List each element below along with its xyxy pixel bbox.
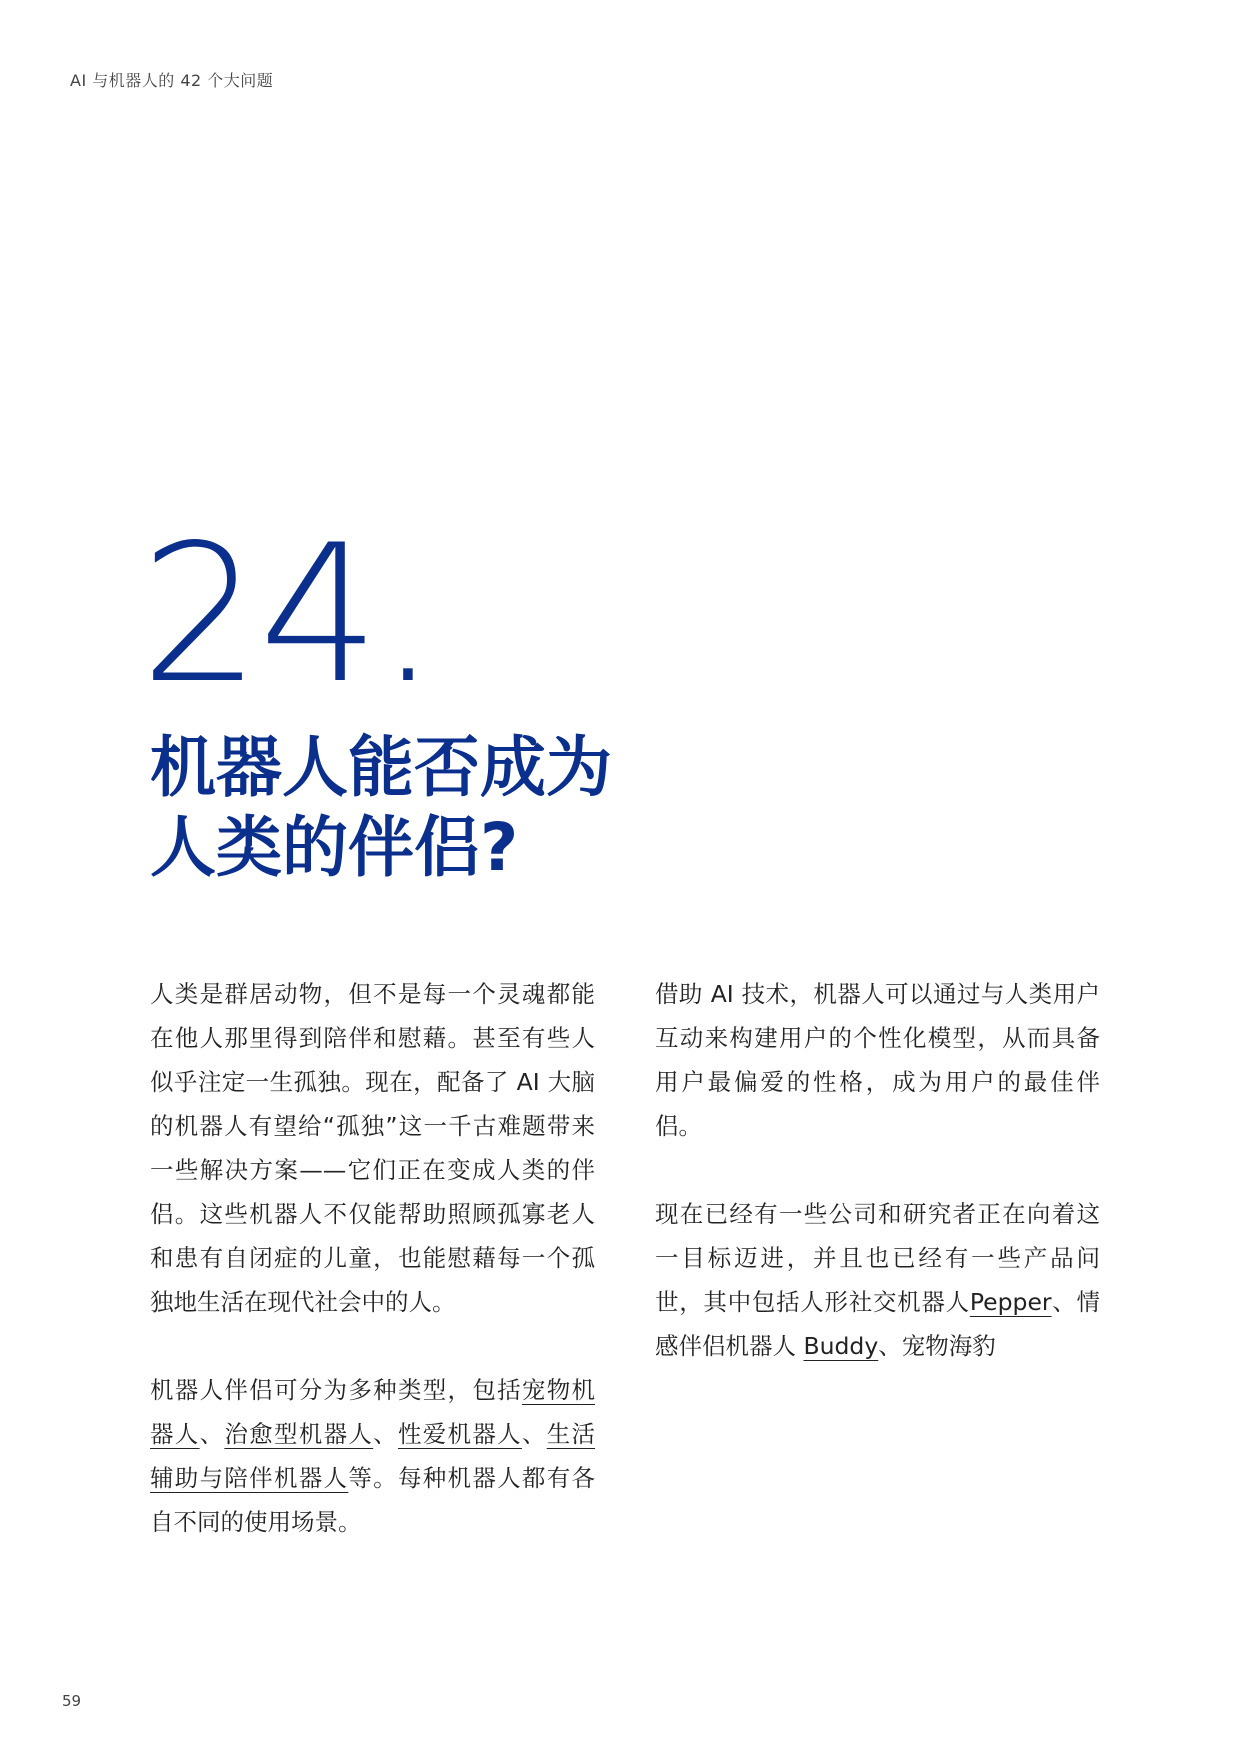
types-intro-text: 机器人伴侣可分为多种类型，包括 [150, 1376, 522, 1404]
page-number: 59 [62, 1692, 82, 1710]
separator: 、 [521, 1420, 547, 1448]
running-header: AI 与机器人的 42 个大问题 [70, 71, 274, 90]
link-sex-robot[interactable]: 性爱机器人 [397, 1420, 522, 1448]
paragraph-intro: 人类是群居动物，但不是每一个灵魂都能在他人那里得到陪伴和慰藉。甚至有些人似乎注定一生孤独。现在，配备了 AI 大脑的机器人有望给“孤独”这一千古难题带来一些解决方案——它们正在变成人类的伴侣。这些机器人不仅能帮助照顾孤寡老人和患有自闭症的儿童，也能慰藉每一个孤独地生活在现代社会中的人。 [150, 980, 595, 1316]
separator: 、 [199, 1420, 225, 1448]
body-column-right [655, 972, 1100, 1412]
link-life-assist-robot[interactable]: 生活辅助与陪伴机器人 [150, 1420, 596, 1492]
link-pepper[interactable]: Pepper [969, 1288, 1052, 1316]
chapter-number: 24. [140, 504, 437, 725]
paragraph-ai-personalization: 借助 AI 技术，机器人可以通过与人类用户互动来构建用户的个性化模型，从而具备用户最偏爱的性格，成为用户的最佳伴侣。 [655, 980, 1100, 1140]
products-intro-text: 现在已经有一些公司和研究者正在向着这一目标迈进，并且也已经有一些产品问世，其中包括人形社交机器人 [655, 1200, 1100, 1316]
paragraph-types [150, 1368, 595, 1544]
chapter-title: 机器人能否成为人类的伴侣? [150, 729, 612, 886]
separator: 、 [373, 1420, 398, 1448]
link-buddy[interactable]: Buddy [803, 1332, 879, 1360]
paragraph-products [655, 1192, 1100, 1368]
link-healing-robot[interactable]: 治愈型机器人 [224, 1420, 374, 1448]
separator: 、情感伴侣机器人 [655, 1288, 1101, 1360]
body-column-left [150, 972, 595, 1588]
products-outro-text: 、宠物海豹 [878, 1332, 996, 1360]
types-outro-text: 等。每种机器人都有各自不同的使用场景。 [150, 1464, 596, 1536]
link-pet-robot[interactable]: 宠物机器人 [150, 1376, 596, 1448]
